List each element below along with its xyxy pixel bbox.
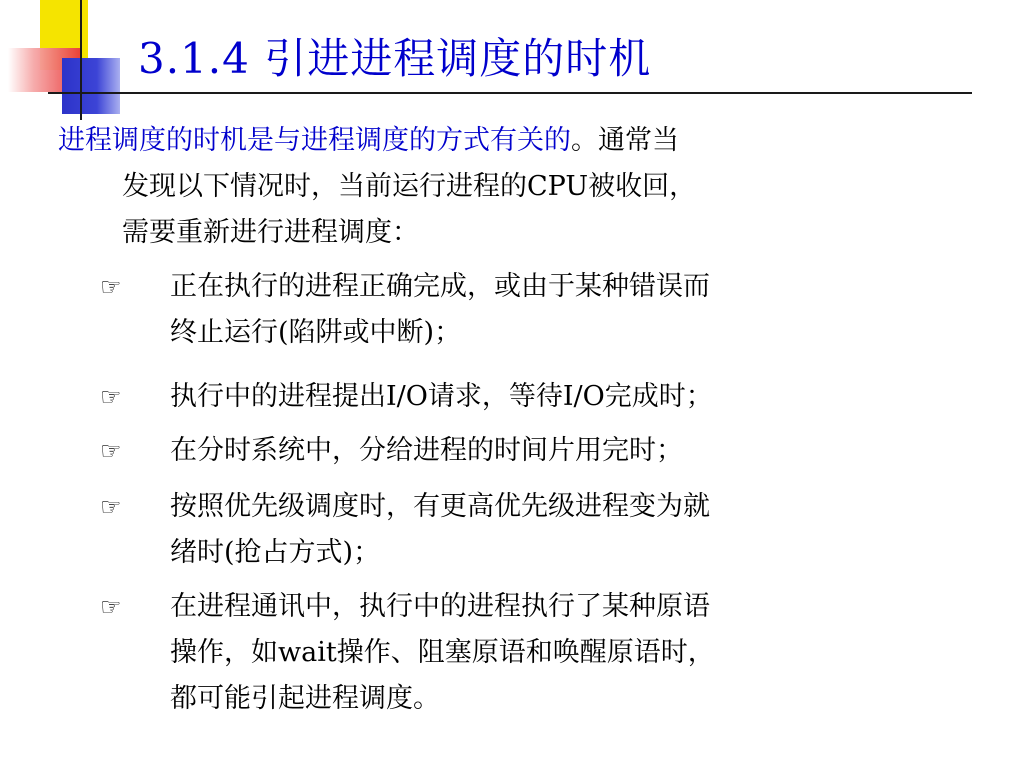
- title-underline: [48, 92, 972, 94]
- bullet-line: 在分时系统中，分给进程的时间片用完时；: [170, 435, 683, 466]
- bullet-line: 都可能引起进程调度。: [170, 683, 440, 714]
- decor-vertical-line: [80, 0, 82, 120]
- intro-highlight: 进程调度的时机是与进程调度的方式有关的: [58, 125, 571, 156]
- intro-line-2: 发现以下情况时，当前运行进程的CPU被收回，: [122, 171, 697, 202]
- bullet-line: 正在执行的进程正确完成，或由于某种错误而: [170, 271, 710, 302]
- intro-paragraph: [58, 118, 988, 256]
- bullet-item: [100, 264, 980, 356]
- bullet-line: 操作，如wait操作、阻塞原语和唤醒原语时，: [170, 637, 715, 668]
- bullet-line: 终止运行(陷阱或中断)；: [170, 317, 462, 348]
- pointing-hand-icon: ☞: [100, 437, 122, 465]
- bullet-item: [100, 484, 980, 576]
- intro-line-3: 需要重新进行进程调度：: [122, 217, 419, 248]
- pointing-hand-icon: ☞: [100, 273, 122, 301]
- bullet-line: 绪时(抢占方式)；: [170, 537, 381, 568]
- pointing-hand-icon: ☞: [100, 493, 122, 521]
- pointing-hand-icon: ☞: [100, 383, 122, 411]
- bullet-line: 在进程通讯中，执行中的进程执行了某种原语: [170, 591, 710, 622]
- bullet-line: 执行中的进程提出I/O请求，等待I/O完成时；: [170, 381, 713, 412]
- bullet-item: [100, 374, 980, 420]
- bullet-line: 按照优先级调度时，有更高优先级进程变为就: [170, 491, 710, 522]
- bullet-item: [100, 428, 980, 474]
- bullet-item: [100, 584, 980, 722]
- pointing-hand-icon: ☞: [100, 593, 122, 621]
- slide-title: 3.1.4 引进进程调度的时机: [138, 34, 652, 83]
- decor-blue-square: [62, 58, 120, 114]
- intro-rest: 。通常当: [571, 125, 679, 156]
